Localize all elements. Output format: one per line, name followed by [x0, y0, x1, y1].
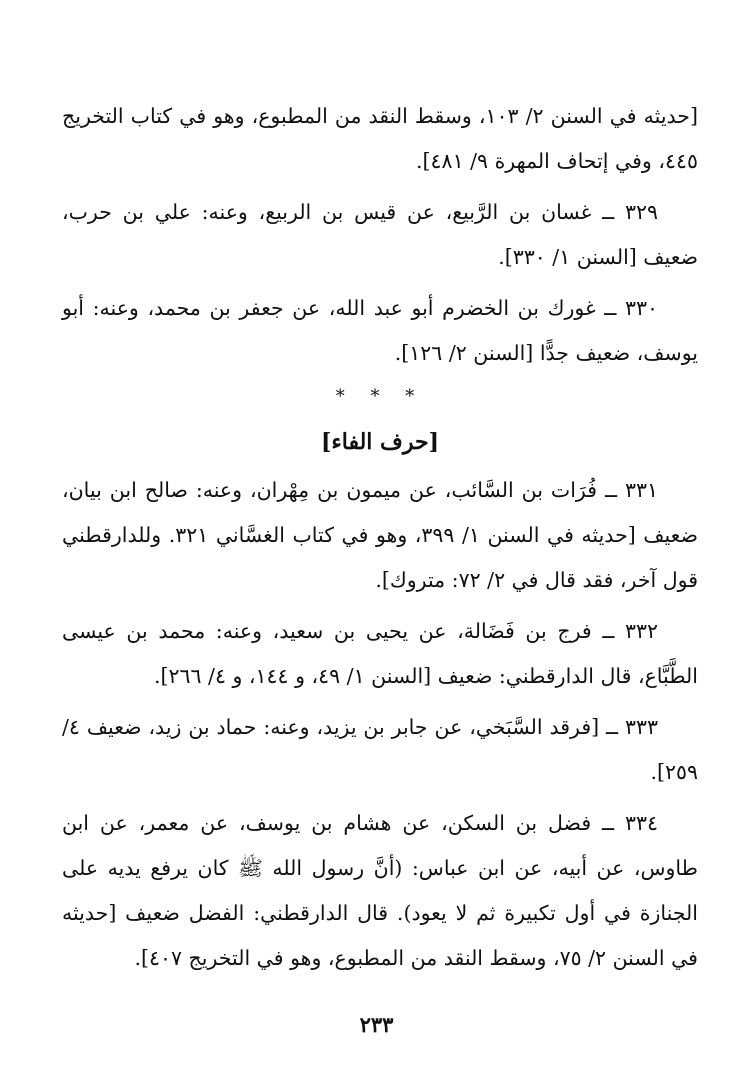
page-body: [62, 94, 698, 987]
entry-330: ٣٣٠ ــ غورك بن الخضرم أبو عبد الله، عن جعفر بن محمد، وعنه: أبو يوسف، ضعيف جدًّا [السنن ٢/ ١٢٦].: [62, 296, 698, 365]
paragraph-continuation: [حديثه في السنن ٢/ ١٠٣، وسقط النقد من المطبوع، وهو في كتاب التخريج ٤٤٥، وفي إتحاف المهرة ٩/ ٤٨١].: [62, 104, 698, 173]
entry-332: ٣٣٢ ــ فرج بن فَضَالة، عن يحيى بن سعيد، وعنه: محمد بن عيسى الطَّبَّاع، قال الدارقطني: ضعيف [السنن ١/ ٤٩، و ١٤٤، و ٤/ ٢٦٦].: [62, 619, 698, 688]
entry-329: ٣٢٩ ــ غسان بن الرَّبيع، عن قيس بن الربيع، وعنه: علي بن حرب، ضعيف [السنن ١/ ٣٣٠].: [62, 200, 698, 269]
section-heading: [حرف الفاء]: [320, 429, 439, 455]
section-separator: * * *: [335, 386, 425, 407]
entry-334: ٣٣٤ ــ فضل بن السكن، عن هشام بن يوسف، عن معمر، عن ابن طاوس، عن أبيه، عن ابن عباس: (أنَّ رسول الله ﷺ كان يرفع يديه على الجنازة في أول تكبيرة ثم لا يعود). قال الدارقطني: الفضل ضعيف [حديثه في السنن ٢/ ٧٥، وسقط النقد من المطبوع، وهو في التخريج ٤٠٧].: [62, 811, 698, 970]
entry-331: ٣٣١ ــ فُرَات بن السَّائب، عن ميمون بن مِهْران، وعنه: صالح ابن بيان، ضعيف [حديثه في السنن ١/ ٣٩٩، وهو في كتاب الغسَّاني ٣٢١. وللدارقطني قول آخر، فقد قال في ٢/ ٧٢: متروك].: [62, 478, 698, 592]
entry-333: ٣٣٣ ــ [فرقد السَّبَخي، عن جابر بن يزيد، وعنه: حماد بن زيد، ضعيف ٤/ ٢٥٩].: [62, 715, 698, 784]
page-number: ٢٣٣: [359, 1012, 394, 1037]
